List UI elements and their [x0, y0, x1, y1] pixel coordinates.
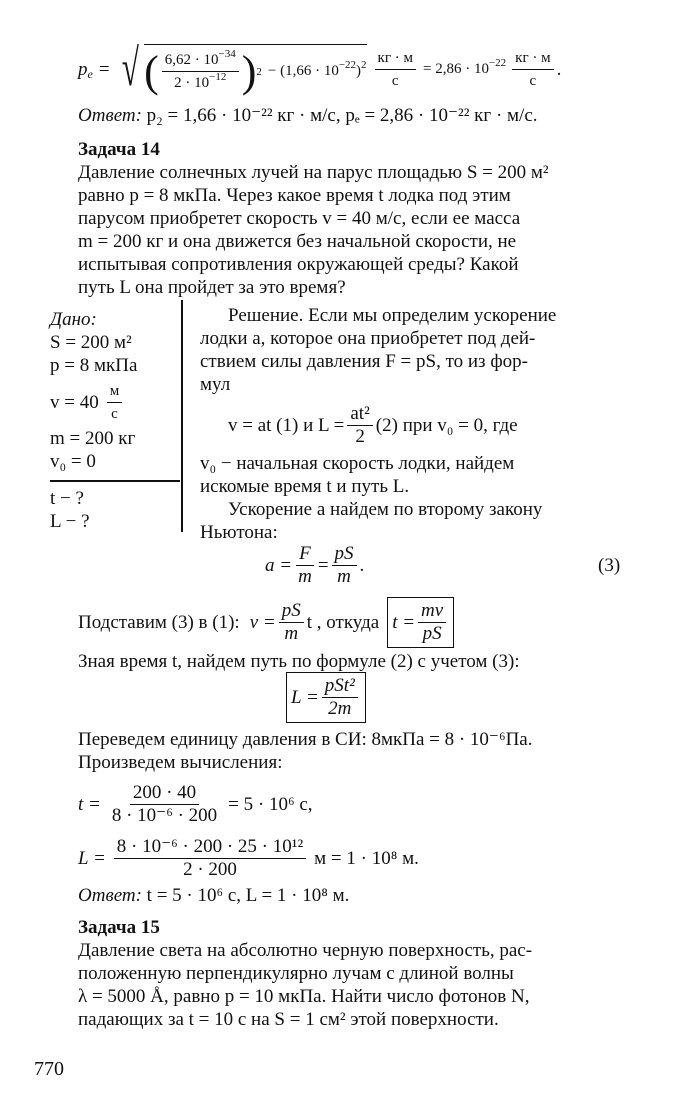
pe-label: $p_e$: [78, 58, 93, 81]
pe-formula: $p_e$ = √ ( $\frac{6,62 \cdot 10^{-34}}{2 \cdot 10^{-12}}$ ) 2 − $(1,66 \cdot 10^{-22})^2$ $\frac{кг \cdot м}{с}$ = $2,86 \cdot 10^{-22}$ $\frac{кг \cdot м}{с}$ .: [78, 40, 562, 97]
top-answer: Ответ: p₂ = 1,66 · 10⁻²² кг · м/с, pₑ = 2,86 · 10⁻²² кг · м/с.: [78, 105, 538, 126]
after-formula1-1: v₀ − начальная скорость лодки, найдем: [200, 453, 515, 474]
task14-title: Задача 14: [78, 139, 160, 160]
accel-2: Ньютона:: [200, 522, 278, 543]
after-formula1-2: искомые время t и путь L.: [200, 476, 410, 497]
given-divider-v: [181, 300, 183, 532]
task14-text-2: равно p = 8 мкПа. Через какое время t лодка под этим: [78, 185, 511, 206]
task14-text-4: m = 200 кг и она движется без начальной скорости, не: [78, 231, 517, 252]
task15-text-2: положенную перпендикулярно лучам с длиной волны: [78, 963, 514, 984]
boxed-L-formula: L = $\frac{\text{pSt²}}{2m}$: [286, 672, 366, 723]
task15-title: Задача 15: [78, 917, 160, 938]
substitution: Подставим (3) в (1): v = $\frac{pS}{m}$ t , откуда t = $\frac{mv}{pS}$: [78, 596, 454, 648]
find-L: L − ?: [50, 511, 90, 532]
convert: Переведем единицу давления в СИ: 8мкПа = 8 · 10⁻⁶Па.: [78, 729, 533, 750]
given-p: p = 8 мкПа: [50, 355, 138, 376]
formula1: v = at (1) и L = $\frac{\text{at²}}{2}$ (2) при v₀ = 0, где: [228, 402, 518, 447]
page-number: 770: [34, 1058, 64, 1080]
solution-2: лодки a, которое она приобретет под дей-: [200, 328, 536, 349]
given-S: S = 200 м²: [50, 332, 132, 353]
eq3: a = $\frac{F}{m}$ = $\frac{pS}{m}$ .: [265, 542, 365, 587]
given-divider-h: [50, 480, 180, 482]
given-v: v = 40 $\frac{м}{с}$: [50, 380, 125, 425]
task15-text-1: Давление света на абсолютно черную поверхность, рас-: [78, 940, 533, 961]
task14-text-3: парусом приобретет скорость v = 40 м/с, если ее масса: [78, 208, 521, 229]
task15-text-4: падающих за t = 10 с на S = 1 см² этой поверхности.: [78, 1009, 499, 1030]
find-t: t − ?: [50, 488, 84, 509]
task14-text-1: Давление солнечных лучей на парус площадью S = 200 м²: [78, 162, 549, 183]
solution-1: Решение. Если мы определим ускорение: [228, 305, 557, 326]
sqrt-sign: √: [121, 40, 139, 97]
compute: Произведем вычисления:: [78, 752, 283, 773]
eq3-number: (3): [598, 555, 621, 576]
given-label: Дано:: [50, 309, 97, 330]
task14-text-6: путь L она пройдет за это время?: [78, 277, 346, 298]
boxed-L-formula-wrap: [286, 672, 366, 723]
sqrt-body: ( $\frac{6,62 \cdot 10^{-34}}{2 \cdot 10^{-12}}$ ) 2 − $(1,66 \cdot 10^{-22})^2$: [144, 44, 366, 94]
L-calc: L = $\frac{\text{8 · 10⁻⁶ · 200 · 25 · 10¹²}}{2 \cdot 200}$ м = 1 · 10⁸ м.: [78, 835, 419, 880]
accel-1: Ускорение a найдем по второму закону: [228, 499, 543, 520]
task15-text-3: λ = 5000 Å, равно p = 10 мкПа. Найти число фотонов N,: [78, 986, 530, 1007]
task14-answer: Ответ: t = 5 · 10⁶ с, L = 1 · 10⁸ м.: [78, 885, 350, 906]
t-calc: t = $\frac{200 \cdot 40}{\text{8 · 10⁻⁶ · 200}}$ = 5 · 10⁶ с,: [78, 781, 313, 826]
solution-4: мул: [200, 374, 231, 395]
given-m: m = 200 кг: [50, 428, 136, 449]
know-time: Зная время t, найдем путь по формуле (2) с учетом (3):: [78, 651, 520, 672]
given-v0: v₀ = 0: [50, 451, 96, 472]
boxed-t-formula: t = $\frac{mv}{pS}$: [387, 597, 454, 648]
solution-3: ствием силы давления F = pS, то из фор-: [200, 351, 528, 372]
task14-text-5: испытывая сопротивления окружающей среды? Какой: [78, 254, 519, 275]
